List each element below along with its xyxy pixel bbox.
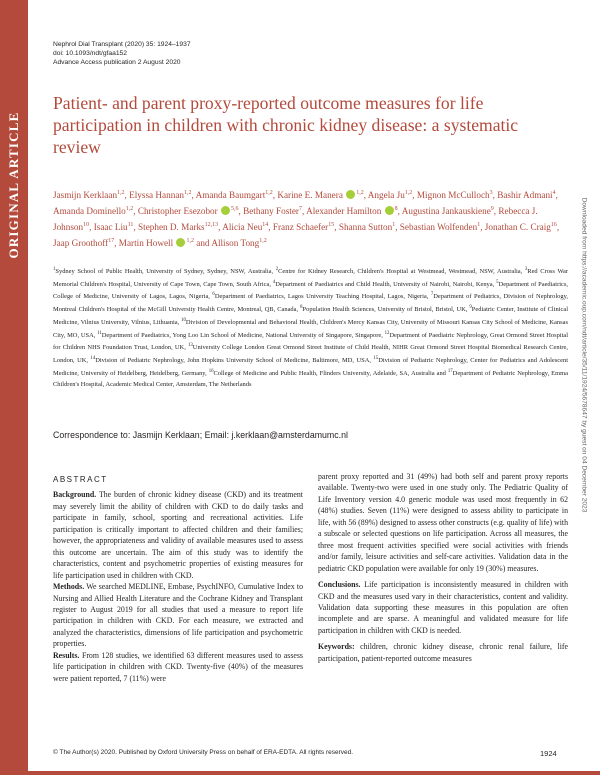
author-affiliation-ref: 1,2	[265, 190, 273, 196]
author-affiliation-ref: 3	[489, 190, 493, 196]
author-affiliation-ref: 16	[550, 222, 557, 229]
affiliation-number: 15	[373, 356, 379, 362]
footer-rule	[28, 771, 600, 775]
affiliation-text: Centre for Kidney Research, Children's Hospital at Westmead, Westmead, NSW, Australia,	[278, 268, 525, 276]
author-affiliation-ref: 8	[394, 206, 398, 213]
author-name: Martin Howell	[118, 238, 174, 249]
affiliation-number: 7	[430, 292, 434, 298]
author-name: Alicia Neu	[222, 222, 263, 233]
author-name: Christopher Esezobor	[137, 206, 218, 217]
affiliation-number: 8	[300, 305, 303, 311]
affiliation-number: 14	[90, 356, 96, 362]
author-name: Amanda Baumgart	[195, 190, 266, 201]
results-continued: parent proxy reported and 31 (49%) had both self and parent proxy reports available. Twenty-two were used in one study only. The Pediatric Quality of Life Inventory version 4.0 generic module was used most frequently in 62 (48%) studies. Seven (11%) were designed to assess ability to participate in life, with 56 (89%) designed to assess other constructs (e.g. quality of life) with a subscale or selected questions on life participation. Across all measures, the three most frequent activities specified were social activities with friends and/or family, leisure activities and self-care activities. Validation data in the pediatric CKD population were available for only 19 (30%) measures.	[318, 472, 568, 573]
author-name: Angela Ju	[367, 190, 405, 201]
keywords-label: Keywords:	[318, 642, 355, 652]
author-name: Karine E. Manera	[277, 190, 343, 201]
correspondence: Correspondence to: Jasmijn Kerklaan; Email: j.kerklaan@amsterdamumc.nl	[53, 430, 348, 440]
article-type-text: ORIGINAL ARTICLE	[6, 111, 21, 259]
download-watermark-text: Downloaded from https://academic.oup.com/ndt/article/35/11/1924/5678647 by guest on 04 December 2023	[580, 197, 588, 513]
keywords	[318, 641, 568, 664]
author-affiliation-ref: 1,2	[404, 190, 413, 196]
download-watermark	[575, 0, 593, 775]
affiliation-number: 3	[524, 267, 528, 272]
author-affiliation-ref: 1,2	[356, 190, 364, 196]
author-name: Allison Tong	[211, 238, 260, 249]
affiliation-text: Department of Paediatrics, Lagos University Teaching Hospital, Lagos, Nigeria,	[214, 293, 431, 301]
affiliation-text: Department of Paediatrics and Child Health, University of Nairobi, Nairobi, Kenya,	[275, 280, 497, 288]
abstract-methods	[53, 581, 303, 650]
author-affiliation-ref: 1,2	[125, 206, 134, 213]
author-name: Sebastian Wolfenden	[399, 222, 478, 233]
author-name: Bashir Admani	[497, 190, 553, 201]
affiliation-number: 6	[212, 292, 215, 298]
results-text-left: From 128 studies, we identified 63 different measures used to assess life participation in children with CKD. Twenty-five (40%) of the measures were patient reported, 7 (11%) were	[53, 650, 303, 683]
background-text: The burden of chronic kidney disease (CKD) and its treatment may severely limit the ability of children with CKD to do daily tasks and participate in family, school, sporting and recreational activities. Life participation is critically important to affected children and their families; however, the appropriateness and validity of available measures used to assess this outcome are uncertain. The aim of this study was to identify the characteristics, content and psychometric properties of existing measures for life participation used in children with CKD.	[53, 490, 303, 580]
advance-access: Advance Access publication 2 August 2020	[53, 59, 181, 66]
affiliation-number: 2	[275, 267, 279, 272]
author-affiliation-ref: 14	[262, 222, 269, 229]
author-name: Stephen D. Marks	[138, 222, 205, 233]
orcid-icon[interactable]	[346, 190, 355, 199]
author-name: Bethany Foster	[243, 206, 299, 217]
orcid-icon[interactable]	[221, 206, 230, 215]
conclusions-label: Conclusions.	[318, 580, 361, 590]
affiliation-number: 5	[496, 279, 499, 285]
author-affiliation-ref: 1	[477, 222, 481, 229]
affiliation-text: Division of Pediatric Nephrology, Center for Pediatrics and Adolescent Medicine, University of Heidelberg, Heidelberg, Germany,	[53, 357, 569, 378]
affiliation-number: 4	[272, 279, 276, 285]
affiliation-number: 9	[469, 305, 472, 311]
journal-header	[53, 40, 191, 67]
background-label: Background.	[53, 490, 97, 500]
author-affiliation-ref: 17	[108, 238, 115, 245]
affiliation-text: Department of Paediatrics, College of Medicine, University of Lagos, Lagos, Nigeria,	[53, 280, 568, 301]
author-affiliation-ref: 11	[127, 222, 134, 229]
author-name: Jaap Groothoff	[53, 238, 109, 249]
author-name: Rebecca J. Johnson	[53, 206, 538, 233]
author-name: Jasmijn Kerklaan	[53, 190, 118, 201]
results-label: Results.	[53, 650, 80, 660]
abstract-results	[53, 650, 303, 684]
author-name: Elyssa Hannan	[129, 190, 184, 201]
affiliation-text: Sydney School of Public Health, University of Sydney, Sydney, NSW, Australia,	[55, 268, 276, 276]
author-affiliation-ref: 1,2	[117, 190, 125, 196]
author-list: Jasmijn Kerklaan$^{1,2}$, Elyssa Hannan$^{1,2}$, Amanda Baumgart$^{1,2}$, Karine E. Manera $^{1,2}$, Angela Ju$^{1,2}$, Mignon McCulloch$^3$, Bashir Admani$^4$, Amanda Dominello$^{1,2}$, Christopher Esezobor $^{5,6}$, Bethany Foster$^7$, Alexander Hamilton $^8$, Augustina Jankauskiene$^9$, Rebecca J. Johnson$^{10}$, Isaac Liu$^{11}$, Stephen D. Marks$^{12,13}$, Alicia Neu$^{14}$, Franz Schaefer$^{15}$, Shanna Sutton$^1$, Sebastian Wolfenden$^1$, Jonathan C. Craig$^{16}$, Jaap Groothoff$^{17}$, Martin Howell $^{1,2}$ and Allison Tong$^{1,2}$	[53, 190, 560, 249]
conclusions-text: Life participation is inconsistently measured in children with CKD and the measures used vary in their characteristics, content and validity. Validation data supporting these measures in this population are often incomplete and are sparse. A meaningful and validated measure for life participation in children with CKD is needed.	[318, 580, 568, 635]
affiliation-text: Division of Pediatric Nephrology, John Hopkins University School of Medicine, Baltimore, MD, USA,	[95, 357, 374, 365]
author-affiliation-ref: 1,2	[184, 190, 192, 196]
author-affiliation-ref: 12,13	[204, 222, 219, 229]
affiliation-text: College of Medicine and Public Health, Flinders University, Adelaide, SA, Australia and	[213, 370, 448, 378]
author-affiliation-ref: 4	[552, 190, 556, 196]
affiliation-text: Pediatric Center, Institute of Clinical Medicine, Vilnius University, Vilnius, Lithuania,	[53, 306, 568, 327]
author-name: Shanna Sutton	[338, 222, 393, 233]
author-affiliation-ref: 1	[392, 222, 396, 229]
affiliation-number: 10	[181, 317, 186, 323]
affiliations	[53, 265, 568, 390]
methods-label: Methods.	[53, 582, 85, 592]
affiliation-number: 12	[384, 330, 390, 336]
affiliation-text: Division of Developmental and Behavioral Health, Children's Mercy Kansas City, University of Missouri Kansas City School of Medicine, Kansas City, MO, USA,	[53, 319, 568, 339]
methods-text: We searched MEDLINE, Embase, PsychINFO, Cumulative Index to Nursing and Allied Health Literature and the Cochrane Kidney and Transplant register to August 2019 for all studies that used a measure to report life participation in children with CKD. For each measure, we extracted and analyzed the characteristics, dimensions of life participation and psychometric properties.	[53, 582, 303, 649]
abstract-right-column	[318, 471, 568, 664]
affiliation-number: 11	[97, 330, 102, 336]
author-name: Isaac Liu	[93, 222, 128, 233]
author-name: Franz Schaefer	[272, 222, 329, 233]
affiliation-text: Department of Pediatrics, Division of Nephrology, Montreal Children's Hospital of the McGill University Health Centre, Montreal, QB, Canada,	[53, 293, 568, 314]
author-affiliation-ref: 5,6	[231, 206, 239, 213]
author-name: Augustina Jankauskiene	[401, 206, 491, 217]
page-number: 1924	[540, 749, 557, 758]
affiliation-number: 13	[188, 343, 193, 349]
doi[interactable]: doi: 10.1093/ndt/gfaa152	[53, 50, 128, 57]
author-name: Jonathan C. Craig	[484, 222, 551, 233]
affiliation-text: Department of Paediatrics, Yong Loo Lin School of Medicine, National University of Singapore, Singapore,	[101, 331, 385, 339]
orcid-icon[interactable]	[385, 206, 394, 215]
abstract-left-column	[53, 474, 303, 684]
author-name: Alexander Hamilton	[306, 206, 382, 217]
affiliation-text: Department of Pediatric Nephrology, Emma Children's Hospital, Academic Medical Center, Amsterdam, The Netherlands	[53, 370, 568, 388]
affiliation-number: 17	[447, 368, 453, 374]
author-affiliation-ref: 7	[298, 206, 302, 213]
copyright: © The Author(s) 2020. Published by Oxford University Press on behalf of ERA-EDTA. All rights reserved.	[53, 749, 354, 756]
abstract-conclusions	[318, 579, 568, 636]
affiliation-text: University College London Great Ormond Street Institute of Child Health, NIHR Great Ormond Street Hospital Biomedical Research Centre, London, UK,	[53, 344, 568, 365]
citation: Nephrol Dial Transplant (2020) 35: 1924–1937	[53, 41, 191, 48]
affiliation-number: 16	[208, 368, 214, 374]
author-affiliation-ref: 1,2	[186, 238, 194, 245]
abstract-background	[53, 489, 303, 581]
abstract-heading: ABSTRACT	[53, 475, 108, 484]
affiliation-text: Red Cross War Memorial Children's Hospital, University of Cape Town, Cape Town, South Africa,	[53, 268, 568, 288]
orcid-icon[interactable]	[176, 238, 185, 247]
article-title: Patient- and parent proxy-reported outcome measures for life participation in children with chronic kidney disease: a systematic review	[53, 93, 519, 157]
author-affiliation-ref: 1,2	[259, 238, 267, 245]
author-name: Mignon McCulloch	[416, 190, 490, 201]
affiliation-number: 1	[53, 267, 56, 272]
keywords-text: children, chronic kidney disease, chronic renal failure, life participation, patient-reported outcome measures	[318, 642, 568, 663]
article-type-label	[0, 0, 28, 775]
affiliation-text: Population Health Sciences, University of Bristol, Bristol, UK,	[302, 306, 470, 314]
author-affiliation-ref: 9	[490, 206, 494, 213]
affiliation-text: Department of Paediatric Nephrology, Great Ormond Street Hospital for Children NHS Foundation Trust, London, UK,	[53, 331, 569, 352]
author-affiliation-ref: 10	[83, 222, 90, 229]
author-name: Amanda Dominello	[53, 206, 126, 217]
author-affiliation-ref: 15	[328, 222, 335, 229]
